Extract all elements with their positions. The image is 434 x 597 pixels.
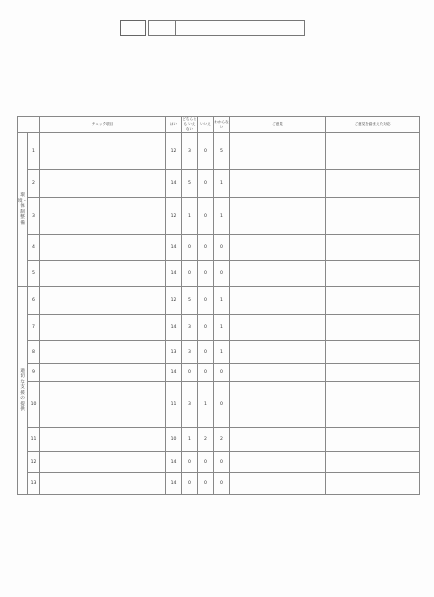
- count-unknown: 0: [182, 261, 198, 287]
- row-number: 6: [28, 287, 40, 315]
- opinion-text: [230, 133, 326, 170]
- count-na: 1: [214, 315, 230, 341]
- response-text: [326, 341, 420, 364]
- count-no: 0: [198, 198, 214, 235]
- survey-table: [17, 116, 420, 495]
- count-na: 0: [214, 364, 230, 382]
- question-text: [40, 170, 166, 198]
- header-row: [18, 117, 420, 133]
- count-unknown: 1: [182, 428, 198, 452]
- question-text: [40, 287, 166, 315]
- count-na: 0: [214, 261, 230, 287]
- category-env: 環境・体制整備: [18, 133, 28, 287]
- table-row: [18, 235, 420, 261]
- response-text: [326, 287, 420, 315]
- row-number: 9: [28, 364, 40, 382]
- opinion-text: [230, 341, 326, 364]
- row-number: 1: [28, 133, 40, 170]
- count-yes: 14: [166, 315, 182, 341]
- count-unknown: 3: [182, 341, 198, 364]
- count-no: 0: [198, 315, 214, 341]
- question-text: [40, 133, 166, 170]
- row-number: 8: [28, 341, 40, 364]
- row-number: 3: [28, 198, 40, 235]
- count-no: 0: [198, 133, 214, 170]
- count-no: 1: [198, 382, 214, 428]
- table-row: [18, 287, 420, 315]
- opinion-text: [230, 198, 326, 235]
- row-number: 13: [28, 473, 40, 495]
- header-item: [18, 117, 40, 133]
- count-yes: 14: [166, 473, 182, 495]
- table-row: [18, 170, 420, 198]
- count-yes: 14: [166, 452, 182, 473]
- response-text: [326, 382, 420, 428]
- count-yes: 12: [166, 133, 182, 170]
- response-text: [326, 473, 420, 495]
- row-number: 2: [28, 170, 40, 198]
- question-text: [40, 341, 166, 364]
- count-no: 0: [198, 473, 214, 495]
- header-unknown: どちらとも いえない: [182, 117, 197, 131]
- count-yes: 14: [166, 235, 182, 261]
- response-text: [326, 133, 420, 170]
- count-no: 0: [198, 287, 214, 315]
- table-row: [18, 473, 420, 495]
- table-row: [18, 133, 420, 170]
- question-text: [40, 198, 166, 235]
- row-number: 11: [28, 428, 40, 452]
- header-check: チェック項目: [40, 117, 166, 133]
- header-opinion: ご意見: [230, 117, 326, 133]
- table-row: [18, 198, 420, 235]
- response-text: [326, 235, 420, 261]
- header-response: ご意見を踏まえた対応: [326, 117, 420, 133]
- table-row: [18, 452, 420, 473]
- count-na: 1: [214, 198, 230, 235]
- question-text: [40, 261, 166, 287]
- table-row: [18, 261, 420, 287]
- count-unknown: 3: [182, 315, 198, 341]
- row-number: 12: [28, 452, 40, 473]
- count-unknown: 1: [182, 198, 198, 235]
- count-unknown: 3: [182, 382, 198, 428]
- count-na: 0: [214, 235, 230, 261]
- count-yes: 14: [166, 364, 182, 382]
- opinion-text: [230, 261, 326, 287]
- table-row: [18, 315, 420, 341]
- header-yes: はい: [166, 117, 182, 133]
- table-row: [18, 428, 420, 452]
- count-na: 0: [214, 382, 230, 428]
- count-yes: 11: [166, 382, 182, 428]
- title-box: [148, 20, 305, 36]
- opinion-text: [230, 315, 326, 341]
- count-yes: 14: [166, 170, 182, 198]
- count-unknown: 5: [182, 287, 198, 315]
- category-support: 適切な支援の提供: [18, 287, 28, 495]
- count-no: 0: [198, 170, 214, 198]
- count-no: 0: [198, 364, 214, 382]
- count-yes: 12: [166, 198, 182, 235]
- handwritten-name: [120, 20, 146, 36]
- opinion-text: [230, 364, 326, 382]
- title-label: [149, 21, 176, 35]
- count-na: 2: [214, 428, 230, 452]
- count-yes: 14: [166, 261, 182, 287]
- opinion-text: [230, 428, 326, 452]
- response-text: [326, 170, 420, 198]
- row-number: 4: [28, 235, 40, 261]
- opinion-text: [230, 473, 326, 495]
- opinion-text: [230, 382, 326, 428]
- count-no: 2: [198, 428, 214, 452]
- count-na: 1: [214, 287, 230, 315]
- table-row: [18, 382, 420, 428]
- count-na: 0: [214, 452, 230, 473]
- count-na: 1: [214, 170, 230, 198]
- count-na: 0: [214, 473, 230, 495]
- count-unknown: 0: [182, 452, 198, 473]
- count-no: 0: [198, 261, 214, 287]
- count-unknown: 5: [182, 170, 198, 198]
- response-text: [326, 452, 420, 473]
- table-row: [18, 364, 420, 382]
- count-unknown: 0: [182, 473, 198, 495]
- count-unknown: 0: [182, 364, 198, 382]
- count-no: 0: [198, 341, 214, 364]
- question-text: [40, 364, 166, 382]
- count-yes: 12: [166, 287, 182, 315]
- header-na: わからない: [214, 117, 230, 133]
- response-text: [326, 364, 420, 382]
- count-no: 0: [198, 452, 214, 473]
- row-number: 5: [28, 261, 40, 287]
- question-text: [40, 428, 166, 452]
- question-text: [40, 382, 166, 428]
- response-text: [326, 428, 420, 452]
- question-text: [40, 315, 166, 341]
- opinion-text: [230, 287, 326, 315]
- question-text: [40, 452, 166, 473]
- question-text: [40, 235, 166, 261]
- opinion-text: [230, 452, 326, 473]
- count-unknown: 3: [182, 133, 198, 170]
- count-na: 5: [214, 133, 230, 170]
- question-text: [40, 473, 166, 495]
- header-no: いいえ: [198, 117, 214, 133]
- response-text: [326, 315, 420, 341]
- response-text: [326, 261, 420, 287]
- count-na: 1: [214, 341, 230, 364]
- table-row: [18, 341, 420, 364]
- row-number: 10: [28, 382, 40, 428]
- count-unknown: 0: [182, 235, 198, 261]
- count-no: 0: [198, 235, 214, 261]
- count-yes: 13: [166, 341, 182, 364]
- opinion-text: [230, 235, 326, 261]
- response-text: [326, 198, 420, 235]
- count-yes: 10: [166, 428, 182, 452]
- row-number: 7: [28, 315, 40, 341]
- opinion-text: [230, 170, 326, 198]
